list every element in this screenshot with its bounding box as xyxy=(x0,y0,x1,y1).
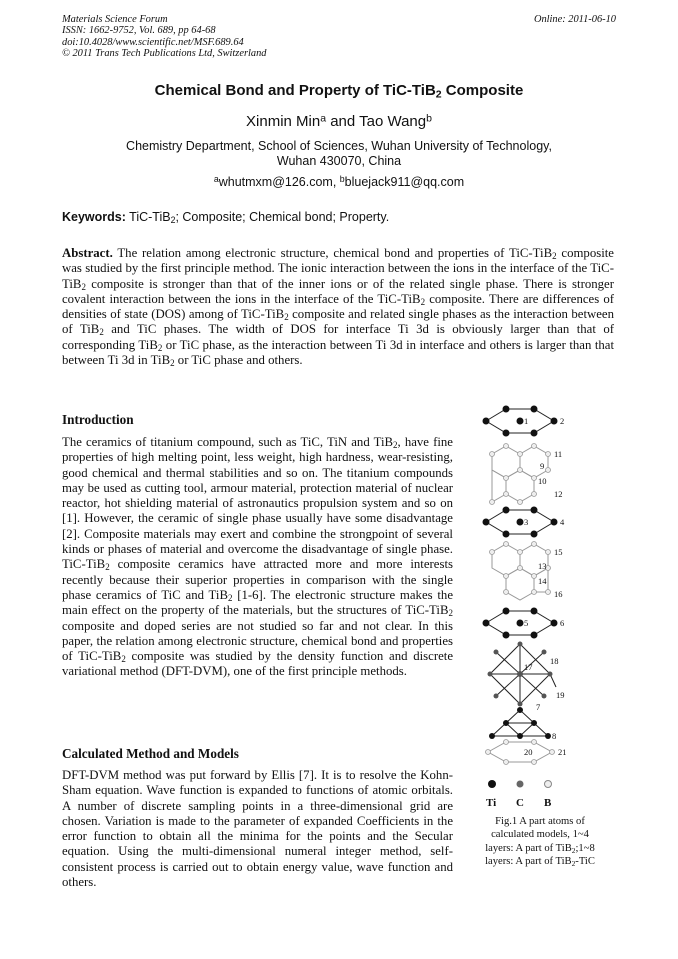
ti-atom xyxy=(531,720,537,726)
doi-line: doi:10.4028/www.scientific.net/MSF.689.64 xyxy=(62,36,244,48)
ti-atom xyxy=(551,418,558,425)
b-atom xyxy=(504,740,509,745)
legend-ti: Ti xyxy=(486,797,497,809)
atom-label: 8 xyxy=(552,731,557,741)
ti-atom xyxy=(503,720,509,726)
section-heading-introduction: Introduction xyxy=(62,412,134,427)
paper-title: Chemical Bond and Property of TiC-TiB$_2$ Composite xyxy=(154,82,524,101)
b-atom xyxy=(504,444,509,449)
c-atom xyxy=(518,642,523,647)
atom-label: 12 xyxy=(554,489,563,499)
atom-label: 6 xyxy=(560,618,565,628)
ti-atom xyxy=(503,608,510,615)
legend-c: C xyxy=(516,797,524,809)
ti-atom xyxy=(531,507,538,514)
journal-name: Materials Science Forum xyxy=(62,14,168,25)
b-atom xyxy=(504,476,509,481)
ti-atom xyxy=(503,406,510,413)
b-atom xyxy=(504,574,509,579)
b-atom xyxy=(490,452,495,457)
b-atom xyxy=(550,750,555,755)
atom-label: 3 xyxy=(524,517,529,527)
b-atom xyxy=(504,760,509,765)
b-atom xyxy=(504,492,509,497)
b-atom xyxy=(532,444,537,449)
ti-atom xyxy=(517,519,524,526)
method-body: DFT-DVM method was put forward by Ellis [7]. It is to resolve the Kohn-Sham equation. Wave function is expanded to functions of atomic orbitals. A number of discrete sampling points in a three-dimensional grid are chosen. Variation is made to the parameter of expanded Coefficients in the error function to obtain all the minima for the points and the Secular equation. Using the multi-dimensional numeral integer method, self-consistent process is carried out to obtain energy value, wave function and others. xyxy=(62,768,454,890)
ti-atom xyxy=(517,418,524,425)
keywords: Keywords: TiC-TiB$_2$; Composite; Chemical bond; Property. xyxy=(62,210,390,226)
c-atom xyxy=(494,694,499,699)
atom-label: 7 xyxy=(536,702,541,712)
ti-atom xyxy=(483,620,490,627)
emails: $^a$whutmxm@126.com, $^b$bluejack911@qq.com xyxy=(213,174,465,189)
b-atom xyxy=(518,550,523,555)
ti-atom xyxy=(503,430,510,437)
atom-label: 15 xyxy=(554,547,563,557)
ti-atom xyxy=(483,418,490,425)
ti-atom xyxy=(531,406,538,413)
ti-atom xyxy=(531,632,538,639)
ti-atom xyxy=(517,733,523,739)
authors: Xinmin Min$^a$ and Tao Wang$^b$ xyxy=(246,112,432,130)
ti-atom xyxy=(483,519,490,526)
ti-atom xyxy=(503,632,510,639)
legend-c-marker xyxy=(517,781,524,788)
b-atom xyxy=(532,590,537,595)
b-atom xyxy=(532,740,537,745)
c-atom xyxy=(548,672,553,677)
b-atom xyxy=(532,476,537,481)
b-atom xyxy=(532,760,537,765)
c-atom xyxy=(542,694,547,699)
atom-label: 21 xyxy=(558,747,567,757)
b-atom xyxy=(546,550,551,555)
b-atom xyxy=(490,500,495,505)
ti-atom xyxy=(489,733,495,739)
b-atom xyxy=(518,566,523,571)
issn-line: ISSN: 1662-9752, Vol. 689, pp 64-68 xyxy=(62,25,216,37)
legend-b: B xyxy=(544,797,552,809)
figure-caption: Fig.1 A part atoms of calculated models, 1~4 layers: A part of TiB$_2$;1~8 layers: A part of TiB$_2$-TiC xyxy=(485,816,595,869)
atom-label: 9 xyxy=(540,461,545,471)
atom-label: 19 xyxy=(556,690,565,700)
b-atom xyxy=(504,590,509,595)
ti-atom xyxy=(545,733,551,739)
abstract-label: Abstract. xyxy=(62,246,113,260)
b-atom xyxy=(490,550,495,555)
legend-ti-marker xyxy=(488,780,496,788)
b-atom xyxy=(518,452,523,457)
ti-atom xyxy=(531,531,538,538)
ti-atom xyxy=(517,620,524,627)
c-atom xyxy=(517,671,523,677)
online-date: Online: 2011-06-10 xyxy=(533,14,616,25)
c-atom xyxy=(518,702,523,707)
b-atom xyxy=(518,500,523,505)
ti-atom xyxy=(531,608,538,615)
atom-label: 4 xyxy=(560,517,565,527)
atom-label: 17 xyxy=(524,662,533,672)
legend-b-marker xyxy=(545,781,552,788)
c-atom xyxy=(542,650,547,655)
b-atom xyxy=(532,542,537,547)
section-heading-method: Calculated Method and Models xyxy=(62,746,239,761)
ti-atom xyxy=(503,531,510,538)
abstract: Abstract. The relation among electronic structure, chemical bond and properties of TiC-TiB$_2$ composite was studied by the first principle method. The ionic interaction between the ions in the interface of the TiC-TiB$_2$ composite is stronger than that of the inner ions or of the related single phase. There is stronger covalent interaction between the ions in the interface of the TiC-TiB$_2$ composite. There are differences of densities of state (DOS) among of TiC-TiB$_2$ composite and related single phases as the interaction between of TiB$_2$ and TiC phases. The width of DOS for interface Ti 3d is obviously larger than that of corresponding TiB$_2$ or TiC phase, as the interaction between Ti 3d in interface and others is larger than that between Ti 3d in TiB$_2$ or TiC phase and others. xyxy=(62,246,615,369)
atom-label: 1 xyxy=(524,416,529,426)
b-atom xyxy=(486,750,491,755)
atom-label: 11 xyxy=(554,449,563,459)
atom-label: 2 xyxy=(560,416,565,426)
atom-label: 5 xyxy=(524,618,529,628)
ti-atom xyxy=(551,620,558,627)
journal-header xyxy=(62,14,266,60)
b-atom xyxy=(546,468,551,473)
c-atom xyxy=(494,650,499,655)
atom-label: 18 xyxy=(550,656,559,666)
c-atom xyxy=(488,672,493,677)
atom-model-figure xyxy=(472,404,622,814)
b-atom xyxy=(504,542,509,547)
copyright-line: © 2011 Trans Tech Publications Ltd, Switzerland xyxy=(62,48,267,60)
ti-atom xyxy=(517,707,523,713)
b-atom xyxy=(546,590,551,595)
introduction-body: The ceramics of titanium compound, such as TiC, TiN and TiB$_2$, have fine properties of high melting point, less weight, high hardness, wear-resisting, good chemical and thermal stabilities and so on. The titanium compounds may be used as cutting tool, armour material, protection material of nuclear reactor, hot shielding material of astronautics propulsion system and so on [1]. However, the ceramic of single phase usually have some disadvantage [2]. Composite materials may exert and combine the strongpoint of several kinds or phases of material and overcome the disadvantage of single phase. TiC-TiB$_2$ composite ceramics have attracted more and more interests recently because their superior properties in comparison with the single phase ceramics of TiC and TiB$_2$ [1-6]. The electronic structure makes the main effect on the property of the materials, but the structures of TiC-TiB$_2$ composite and doped series are not studied so far and not clear. In this paper, the relation among electronic structure, chemical bond and properties of TiC-TiB$_2$ composite was studied by the density function and discrete variational method (DFT-DVM), one of the first principle methods. xyxy=(62,435,454,679)
b-atom xyxy=(532,492,537,497)
ti-atom xyxy=(551,519,558,526)
atom-label: 16 xyxy=(554,589,563,599)
atom-label: 14 xyxy=(538,576,547,586)
atom-label: 13 xyxy=(538,561,547,571)
affiliation: Chemistry Department, School of Sciences, Wuhan University of Technology, Wuhan 430070, China xyxy=(126,139,552,168)
atom-label: 20 xyxy=(524,747,533,757)
b-atom xyxy=(546,452,551,457)
ti-atom xyxy=(503,507,510,514)
b-atom xyxy=(532,574,537,579)
b-atom xyxy=(518,468,523,473)
atom-label: 10 xyxy=(538,476,547,486)
ti-atom xyxy=(531,430,538,437)
